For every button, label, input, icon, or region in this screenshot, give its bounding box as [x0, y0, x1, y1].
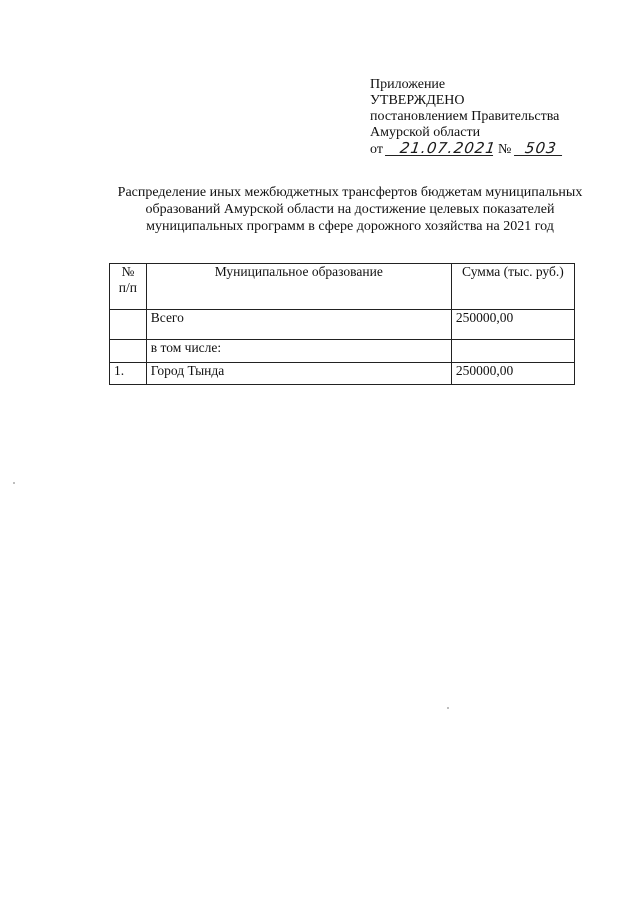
header-sum: Сумма (тыс. руб.) — [451, 264, 574, 310]
table-row — [110, 340, 575, 363]
header-municipality: Муниципальное образование — [146, 264, 451, 310]
scan-speck — [13, 482, 15, 484]
handwritten-date: 21.07.2021 — [385, 141, 495, 156]
table-row — [110, 310, 575, 340]
approval-from-label: от — [370, 142, 383, 157]
table-header-row — [110, 264, 575, 310]
document-title-line-3: муниципальных программ в сфере дорожного хозяйства на 2021 год — [146, 219, 554, 234]
row-name: Всего — [146, 310, 451, 340]
row-name: в том числе: — [146, 340, 451, 363]
approval-block — [370, 77, 620, 158]
row-number: 1. — [110, 363, 147, 385]
document-title-line-2: образований Амурской области на достижение целевых показателей — [145, 202, 555, 217]
approval-date-number-line — [370, 141, 620, 158]
row-sum — [451, 340, 574, 363]
row-name: Город Тында — [146, 363, 451, 385]
document-title — [100, 184, 600, 235]
header-number-sign: № — [121, 264, 135, 279]
scan-speck — [447, 707, 449, 709]
approval-resolution-label: постановлением Правительства — [370, 109, 560, 124]
header-number — [110, 264, 147, 310]
table-row — [110, 363, 575, 385]
approval-approved-label: УТВЕРЖДЕНО — [370, 93, 465, 108]
header-number-pp: п/п — [118, 280, 137, 295]
row-number — [110, 340, 147, 363]
handwritten-number: 503 — [514, 141, 564, 156]
row-number — [110, 310, 147, 340]
distribution-table — [109, 263, 575, 385]
approval-appendix-label: Приложение — [370, 77, 446, 92]
row-sum: 250000,00 — [451, 310, 574, 340]
row-sum: 250000,00 — [451, 363, 574, 385]
document-title-line-1: Распределение иных межбюджетных трансфертов бюджетам муниципальных — [117, 185, 583, 200]
approval-region-label: Амурской области — [370, 125, 481, 140]
approval-number-label: № — [497, 142, 512, 157]
